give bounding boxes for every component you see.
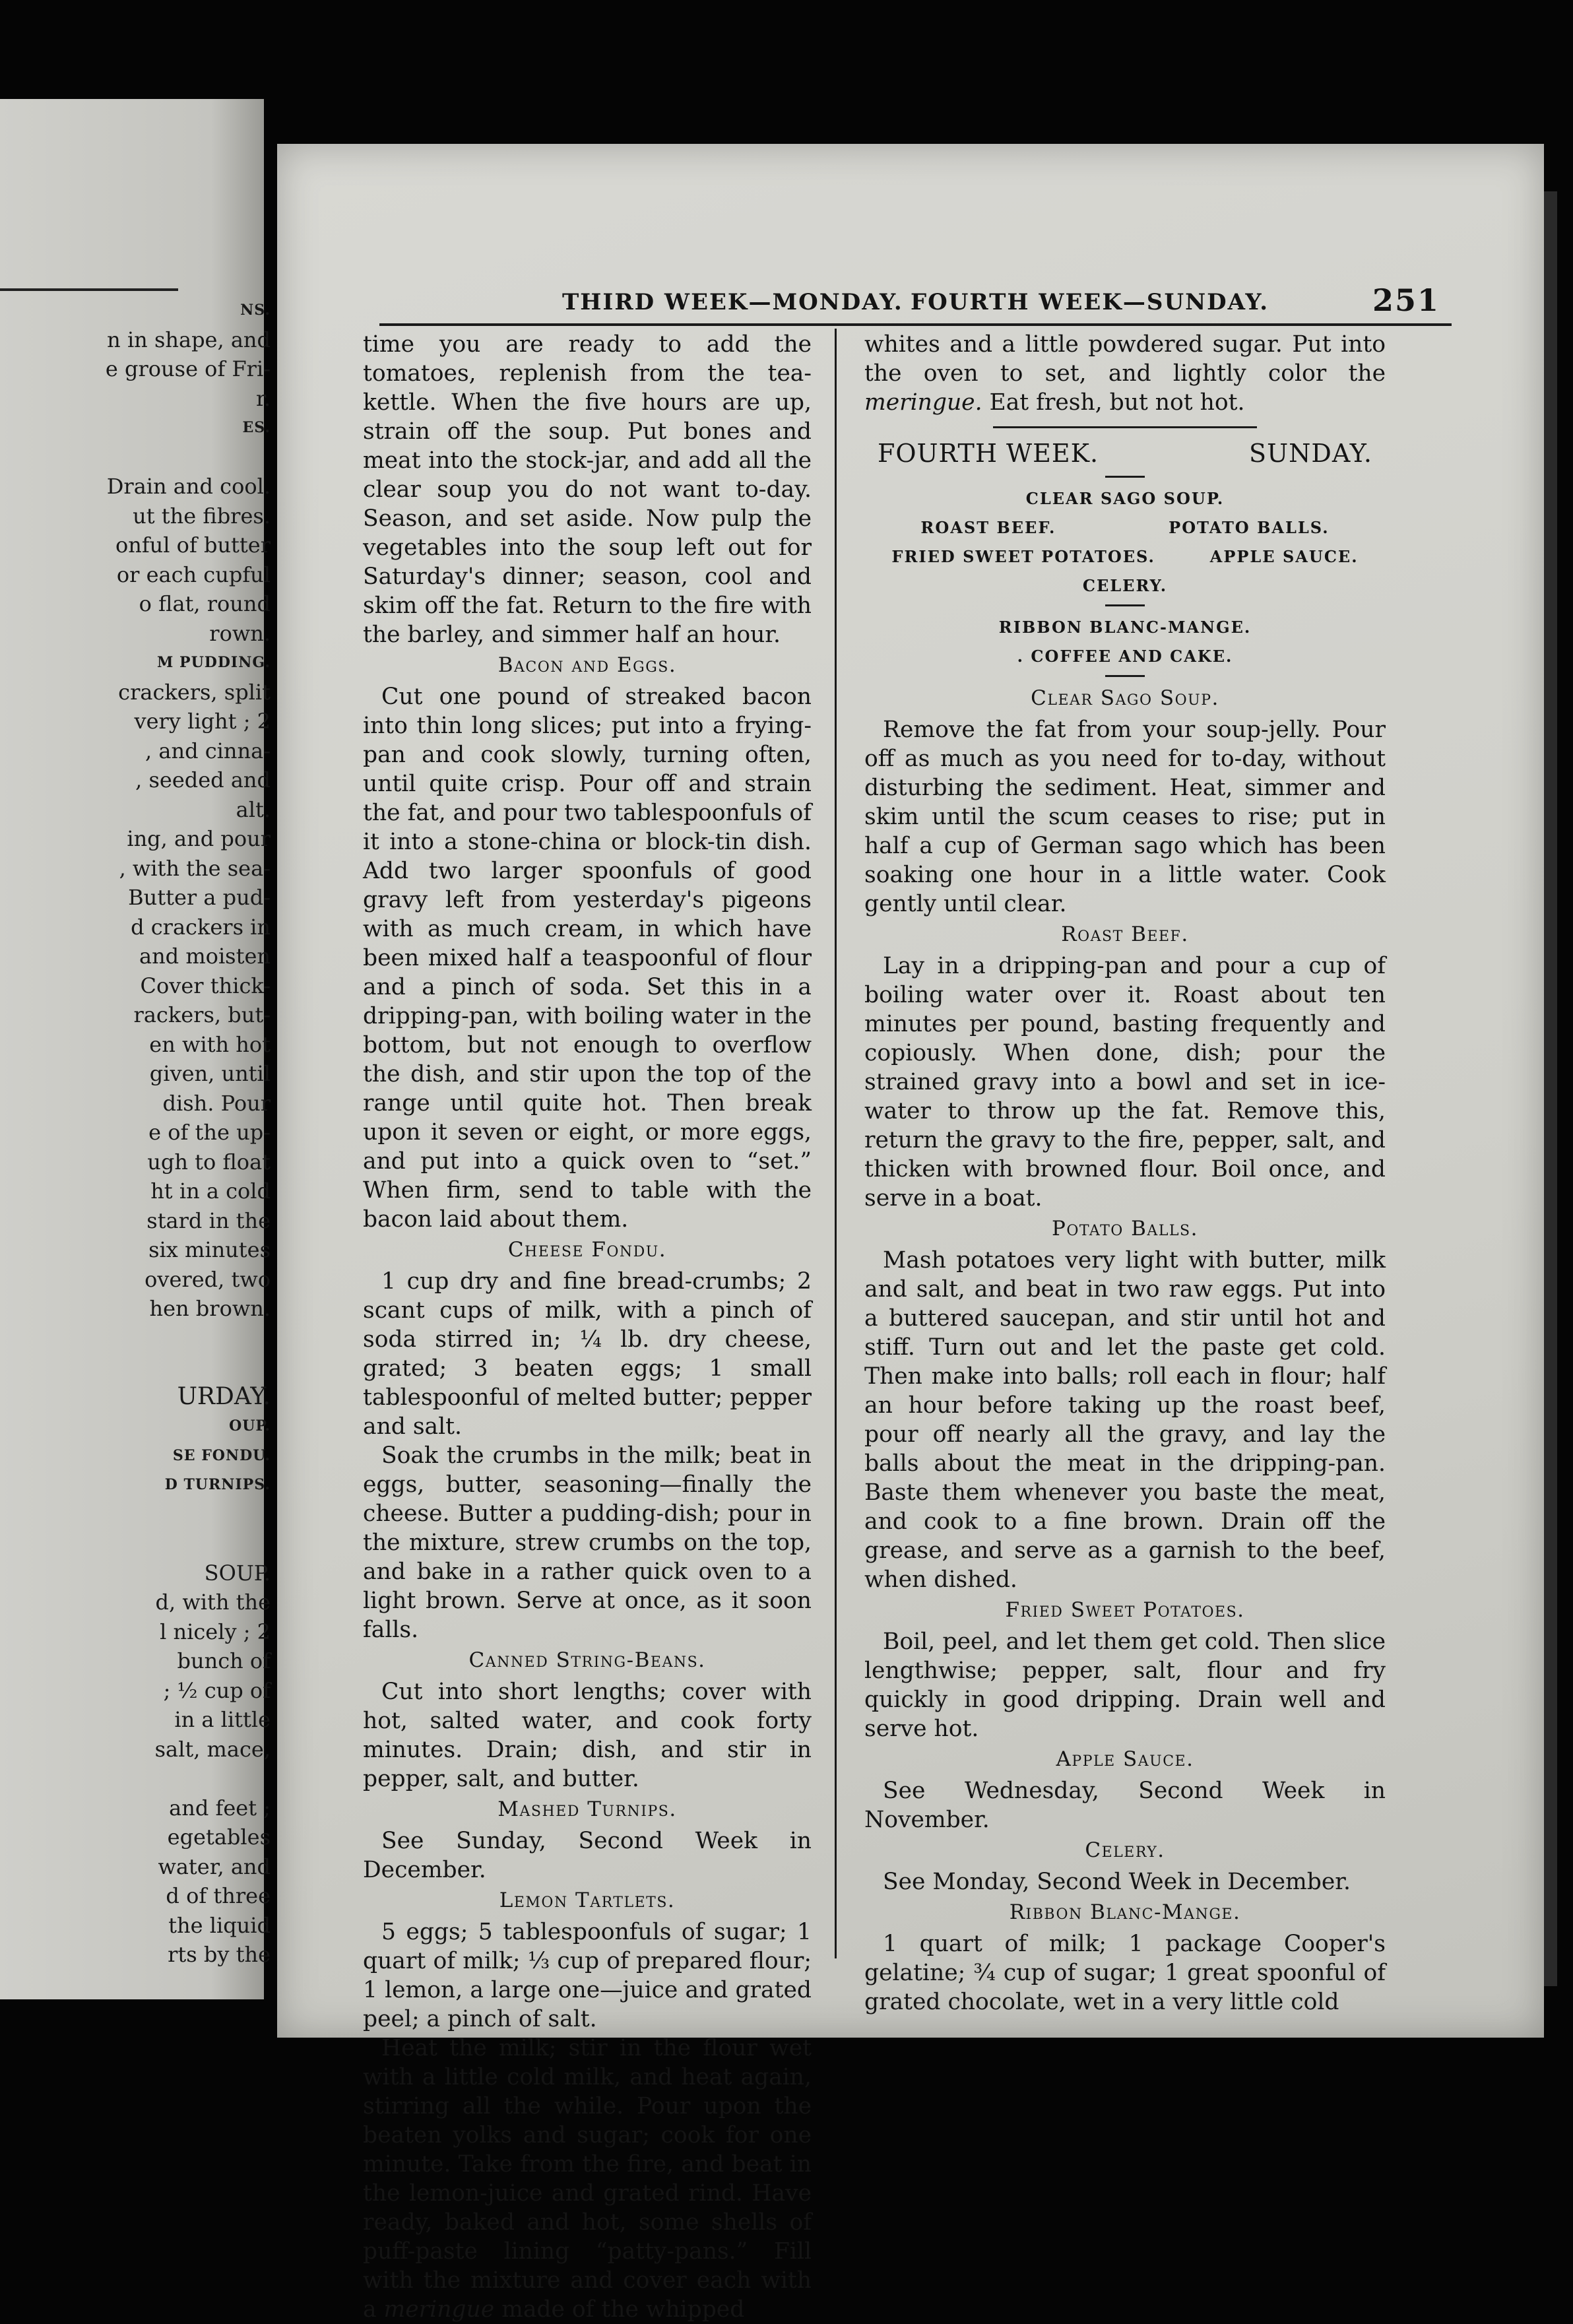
menu-item: FRIED SWEET POTATOES. bbox=[891, 547, 1155, 566]
right-column bbox=[864, 330, 1386, 2017]
menu-item: . COFFEE AND CAKE. bbox=[1017, 647, 1233, 666]
menu-item: RIBBON BLANC-MANGE. bbox=[998, 618, 1252, 637]
paragraph-text: Heat the milk; stir in the flour wet with a little cold milk, and heat again, stirring all the while. Pour upon the beaten yolks and sugar; cook for one minute. Take from the fire, and beat in the lemon-juice and grated rind. Have ready, baked and hot, some shells of puff-paste lining “patty-pans.” Fill with the mixture and cover each with a bbox=[363, 2035, 812, 2323]
previous-page-line: ES. bbox=[242, 419, 271, 436]
paragraph: See Monday, Second Week in December. bbox=[883, 1869, 1351, 1895]
previous-page-line: Drain and cool. bbox=[106, 474, 271, 499]
menu-item: ROAST BEEF. bbox=[920, 518, 1056, 537]
previous-page-line: and moisten bbox=[139, 944, 271, 969]
previous-page-line: , seeded and bbox=[135, 767, 271, 792]
previous-page-line: ; ½ cup of bbox=[163, 1677, 271, 1703]
previous-page-line: NS. bbox=[240, 302, 271, 319]
previous-page-line: alt. bbox=[236, 796, 271, 822]
previous-page-line: in a little bbox=[174, 1707, 271, 1732]
menu-week: FOURTH WEEK. bbox=[878, 439, 1099, 468]
paragraph: time you are ready to add the tomatoes, replenish from the tea-kettle. When the five hours are up, strain off the soup. Put bones and meat into the stock-jar, and add all the clear soup you do not want to-day. Season, and set aside. Now pulp the vegetables into the soup left out for Saturday's dinner; season, cool and skim off the fat. Return to the fire with the barley, and simmer half an hour. bbox=[363, 331, 812, 648]
previous-page-line: , and cinna- bbox=[145, 738, 271, 763]
menu-item-pair bbox=[864, 542, 1386, 571]
header-rule bbox=[379, 323, 1452, 326]
page-number: 251 bbox=[1372, 282, 1440, 318]
previous-page-line: n in shape, and bbox=[107, 327, 271, 352]
previous-page-line: given, until bbox=[149, 1061, 271, 1086]
column-divider bbox=[835, 329, 837, 1958]
italic-word: meringue. bbox=[864, 389, 982, 416]
recipe-heading: Bacon and Eggs. bbox=[498, 653, 677, 677]
previous-page-line: rts by the bbox=[168, 1942, 271, 1967]
previous-page-line: bunch of bbox=[177, 1648, 271, 1673]
previous-page-line: dish. Pour bbox=[162, 1090, 271, 1116]
menu-item: POTATO BALLS. bbox=[1169, 518, 1330, 537]
paragraph: Cut one pound of streaked bacon into thin long slices; put into a frying-pan and cook slowly, turning often, until quite crisp. Pour off and strain the fat, and pour two tablespoonfuls of it into a stone-china or block-tin dish. Add two larger spoonfuls of good gravy left from yesterday's pigeons with as much cream, in which have been mixed half a teaspoonful of flour and a pinch of soda. Set this in a dripping-pan, with boiling water in the bottom, but not enough to overflow the dish, and stir upon the top of the range until quite hot. Then break upon it seven or eight, or more eggs, and put into a quick oven to “set.” When firm, send to table with the bacon laid about them. bbox=[363, 684, 812, 1233]
paragraph: Boil, peel, and let them get cold. Then slice lengthwise; pepper, salt, flour and fry quickly in good dripping. Drain well and serve hot. bbox=[864, 1629, 1386, 1742]
paragraph: Soak the crumbs in the milk; beat in eggs, butter, seasoning—finally the cheese. Butter a pudding-dish; pour in the mixture, strew crumbs on the top, and bake in a rather quick oven to a light brown. Serve at once, as it soon falls. bbox=[363, 1442, 812, 1643]
previous-page-line: e of the up- bbox=[148, 1120, 271, 1145]
previous-page-line: ugh to float bbox=[147, 1149, 271, 1175]
italic-word: meringue bbox=[383, 2296, 495, 2323]
book-page bbox=[277, 144, 1544, 2323]
previous-page-line: crackers, split bbox=[118, 679, 271, 705]
previous-page-line: onful of butter bbox=[115, 533, 271, 558]
previous-page-rule bbox=[0, 288, 178, 291]
previous-page-line: D TURNIPS. bbox=[164, 1476, 271, 1493]
paragraph: Remove the fat from your soup-jelly. Pour off as much as you need for to-day, without disturbing the sediment. Heat, simmer and skim until the scum ceases to rise; put in half a cup of German sago which has been soaking one hour in a little water. Cook gently until clear. bbox=[864, 717, 1386, 917]
running-head-left: THIRD WEEK—MONDAY. bbox=[562, 289, 903, 315]
recipe-heading: Mashed Turnips. bbox=[498, 1797, 677, 1821]
previous-page-line: ut the fibres. bbox=[133, 503, 271, 529]
previous-page-line: and feet ; bbox=[169, 1795, 271, 1821]
previous-page-line: d crackers in bbox=[131, 914, 271, 940]
previous-page-line: Butter a pud- bbox=[128, 885, 271, 910]
previous-page-line: water, and bbox=[158, 1854, 271, 1879]
recipe-heading: Cheese Fondu. bbox=[507, 1238, 667, 1262]
paragraph: 1 cup dry and fine bread-crumbs; 2 scant cups of milk, with a pinch of soda stirred in; ¼ lb. dry cheese, grated; 3 beaten eggs; 1 small tablespoonful of melted butter; pepper and salt. bbox=[363, 1268, 812, 1440]
previous-page-line: egetables bbox=[167, 1824, 271, 1850]
previous-page-line: salt, mace, bbox=[154, 1736, 271, 1762]
previous-page-line: SE FONDU. bbox=[172, 1446, 271, 1464]
paragraph: Cut into short lengths; cover with hot, salted water, and cook forty minutes. Drain; dish, and stir in pepper, salt, and butter. bbox=[363, 1679, 812, 1792]
paragraph-text: whites and a little powdered sugar. Put into the oven to set, and lightly color the bbox=[864, 331, 1386, 387]
short-rule bbox=[1105, 604, 1145, 606]
paragraph: 1 quart of milk; 1 package Cooper's gelatine; ¾ cup of sugar; 1 great spoonful of grated chocolate, wet in a very little cold bbox=[864, 1931, 1386, 2015]
recipe-heading: Potato Balls. bbox=[1052, 1217, 1198, 1241]
previous-page-line: very light ; 2 bbox=[134, 709, 271, 734]
running-head bbox=[277, 280, 1544, 319]
short-rule bbox=[1105, 675, 1145, 677]
previous-page-line: Cover thick- bbox=[140, 973, 271, 998]
paragraph-text: Eat fresh, but not hot. bbox=[982, 389, 1245, 416]
previous-page-line: ht in a cold bbox=[150, 1178, 271, 1204]
menu-item: APPLE SAUCE. bbox=[1209, 547, 1359, 566]
previous-page-line: overed, two bbox=[144, 1266, 271, 1292]
paragraph: Lay in a dripping-pan and pour a cup of boiling water over it. Roast about ten minutes per pound, basting frequently and copiously. When done, dish; pour the strained gravy into a bowl and set in ice-water to throw up the fat. Remove this, return the gravy to the fire, pepper, salt, and thicken with browned flour. Boil once, and serve in a boat. bbox=[864, 953, 1386, 1211]
previous-page-fragment bbox=[0, 99, 271, 1999]
recipe-heading: Ribbon Blanc-Mange. bbox=[1009, 1900, 1241, 1924]
recipe-heading: Lemon Tartlets. bbox=[499, 1888, 676, 1912]
recipe-heading: Roast Beef. bbox=[1061, 922, 1189, 946]
menu-item: CLEAR SAGO SOUP. bbox=[1025, 489, 1225, 508]
previous-page-line: d, with the bbox=[155, 1590, 271, 1615]
menu-day: SUNDAY. bbox=[1249, 439, 1372, 468]
previous-page-line: the liquid bbox=[168, 1912, 271, 1938]
running-head-right: FOURTH WEEK—SUNDAY. bbox=[911, 289, 1269, 315]
previous-page-line: OUP. bbox=[229, 1417, 271, 1435]
previous-page-line: , with the sea- bbox=[119, 855, 271, 881]
recipe-heading: Canned String-Beans. bbox=[468, 1648, 706, 1672]
previous-page-line: hen brown. bbox=[149, 1296, 271, 1321]
previous-page-line: r. bbox=[256, 385, 271, 411]
recipe-heading: Apple Sauce. bbox=[1056, 1747, 1194, 1771]
previous-page-line: o flat, round bbox=[139, 591, 271, 616]
previous-page-line: six minutes bbox=[148, 1237, 271, 1262]
previous-page-line: ing, and pour bbox=[127, 826, 271, 851]
previous-page-line: or each cupful bbox=[116, 562, 271, 587]
paragraph: See Sunday, Second Week in December. bbox=[363, 1828, 812, 1883]
recipe-heading: Clear Sago Soup. bbox=[1031, 686, 1219, 710]
paragraph: Mash potatoes very light with butter, milk and salt, and beat in two raw eggs. Put into a buttered saucepan, and stir until hot and stiff. Turn out and let the paste get cold. Then make into balls; roll each in flour; half an hour before taking up the roast beef, pour off nearly all the gravy, and lay the balls about the meat in the dripping-pan. Baste them whenever you baste the meat, and cook to a fine brown. Drain off the grease, and serve as a garnish to the beef, when dished. bbox=[864, 1247, 1386, 1593]
paragraph: See Wednesday, Second Week in November. bbox=[864, 1778, 1386, 1833]
menu-item-pair bbox=[864, 513, 1386, 542]
previous-page-line: stard in the bbox=[146, 1208, 271, 1233]
paragraph bbox=[363, 2034, 812, 2324]
previous-page-line: M PUDDING. bbox=[157, 654, 271, 671]
previous-page-line: en with hot bbox=[149, 1031, 271, 1057]
section-rule bbox=[993, 426, 1257, 428]
previous-page-line: SOUP. bbox=[204, 1560, 271, 1586]
paragraph bbox=[864, 330, 1386, 417]
paragraph-text: made of the whipped bbox=[494, 2296, 745, 2323]
previous-page-line: d of three bbox=[166, 1883, 271, 1908]
previous-page-line: URDAY. bbox=[177, 1382, 271, 1410]
left-column bbox=[363, 330, 812, 2324]
short-rule bbox=[1105, 476, 1145, 478]
previous-page-line: e grouse of Fri- bbox=[105, 356, 271, 381]
menu-item: CELERY. bbox=[1082, 576, 1168, 595]
previous-page-line: l nicely ; 2 bbox=[160, 1619, 271, 1644]
recipe-heading: Fried Sweet Potatoes. bbox=[1005, 1598, 1245, 1622]
previous-page-line: rown. bbox=[209, 620, 271, 646]
paragraph: 5 eggs; 5 tablespoonfuls of sugar; 1 quart of milk; ⅓ cup of prepared flour; 1 lemon, a large one—juice and grated peel; a pinch of salt. bbox=[363, 1919, 812, 2032]
recipe-heading: Celery. bbox=[1085, 1838, 1165, 1862]
previous-page-line: rackers, but- bbox=[133, 1002, 271, 1027]
menu-heading bbox=[878, 435, 1372, 472]
